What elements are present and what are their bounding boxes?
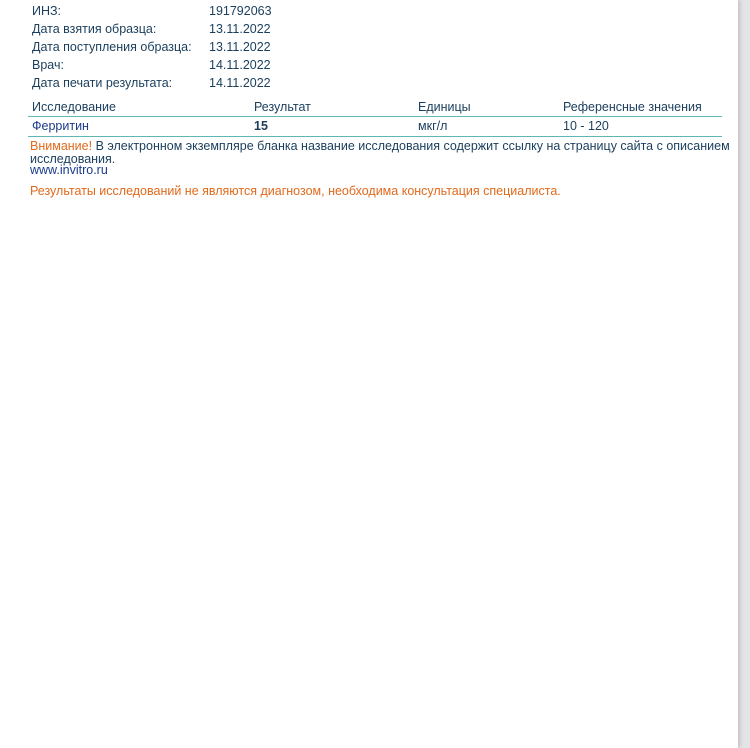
meta-row-sample-date — [32, 20, 432, 38]
header-reference: Референсные значения — [563, 100, 702, 114]
table-row — [28, 117, 722, 137]
header-units: Единицы — [418, 100, 471, 114]
sample-info — [32, 2, 432, 92]
result-value: 15 — [254, 119, 268, 133]
reference-value: 10 - 120 — [563, 119, 609, 133]
meta-value: 13.11.2022 — [209, 40, 271, 54]
notice-text — [30, 140, 730, 166]
site-link[interactable]: www.invitro.ru — [30, 163, 108, 177]
meta-label: Дата взятия образца: — [32, 22, 157, 36]
meta-row-print-date — [32, 74, 432, 92]
table-header — [28, 98, 722, 117]
meta-value: 191792063 — [209, 4, 272, 18]
disclaimer-text: Результаты исследований не являются диагнозом, необходима консультация специалиста. — [30, 184, 561, 198]
study-name-link[interactable]: Ферритин — [32, 119, 89, 133]
header-study: Исследование — [32, 100, 116, 114]
meta-value: 13.11.2022 — [209, 22, 271, 36]
meta-row-doctor — [32, 56, 432, 74]
meta-label: Дата поступления образца: — [32, 40, 192, 54]
meta-label: Дата печати результата: — [32, 76, 173, 90]
notice-body: В электронном экземпляре бланка название исследования содержит ссылку на страницу сайта с описанием исследования. — [30, 139, 730, 166]
meta-row-inz — [32, 2, 432, 20]
meta-label: Врач: — [32, 58, 64, 72]
results-table — [28, 98, 722, 137]
notice-warning: Внимание! — [30, 139, 93, 153]
meta-value: 14.11.2022 — [209, 76, 271, 90]
units-value: мкг/л — [418, 119, 448, 133]
meta-value: 14.11.2022 — [209, 58, 271, 72]
meta-label: ИНЗ: — [32, 4, 62, 18]
meta-row-receipt-date — [32, 38, 432, 56]
header-result: Результат — [254, 100, 311, 114]
